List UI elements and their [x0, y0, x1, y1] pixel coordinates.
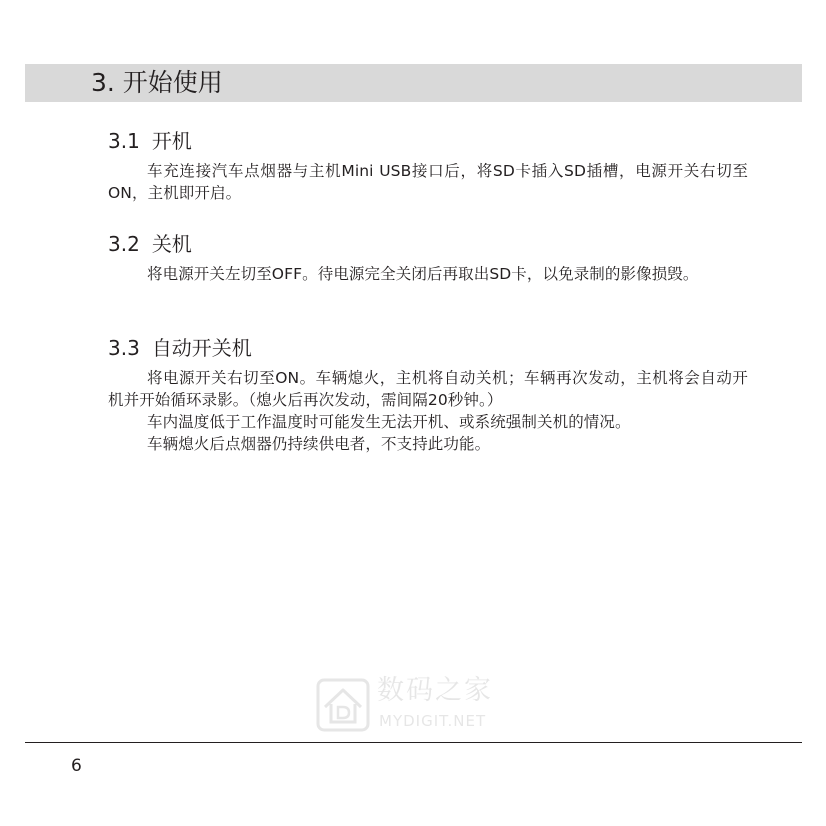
section-number: 3.2 — [108, 232, 140, 256]
watermark-chinese-text: 数码之家 — [377, 675, 493, 706]
section-heading — [108, 231, 748, 257]
section-title: 关机 — [151, 232, 192, 256]
section-title: 自动开关机 — [151, 336, 252, 360]
section-paragraph: 车内温度低于工作温度时可能发生无法开机、或系统强制关机的情况。 — [147, 413, 631, 431]
footer-divider — [25, 742, 802, 743]
section-paragraph: 车充连接汽车点烟器与主机Mini USB接口后，将SD卡插入SD插槽，电源开关右切至ON，主机即开启。 — [108, 162, 748, 202]
section-title: 开机 — [151, 129, 192, 153]
section-3-3 — [108, 335, 748, 455]
section-number: 3.3 — [108, 336, 140, 360]
section-number: 3.1 — [108, 129, 140, 153]
chapter-header-bar — [25, 64, 802, 102]
section-paragraph: 将电源开关右切至ON。车辆熄火，主机将自动关机；车辆再次发动，主机将会自动开机并开始循环录影。（熄火后再次发动，需间隔20秒钟。） — [108, 369, 748, 409]
section-paragraph: 将电源开关左切至OFF。待电源完全关闭后再取出SD卡，以免录制的影像损毁。 — [147, 265, 699, 283]
page-number: 6 — [71, 756, 82, 776]
watermark — [315, 675, 515, 737]
section-heading — [108, 335, 748, 361]
watermark-url-text: MYDIGIT.NET — [379, 712, 487, 730]
section-3-2 — [108, 231, 748, 285]
section-heading — [108, 128, 748, 154]
section-paragraph: 车辆熄火后点烟器仍持续供电者，不支持此功能。 — [147, 435, 491, 453]
section-3-1 — [108, 128, 748, 204]
house-d-logo-icon — [315, 677, 371, 733]
chapter-title: 3. 开始使用 — [91, 68, 223, 97]
